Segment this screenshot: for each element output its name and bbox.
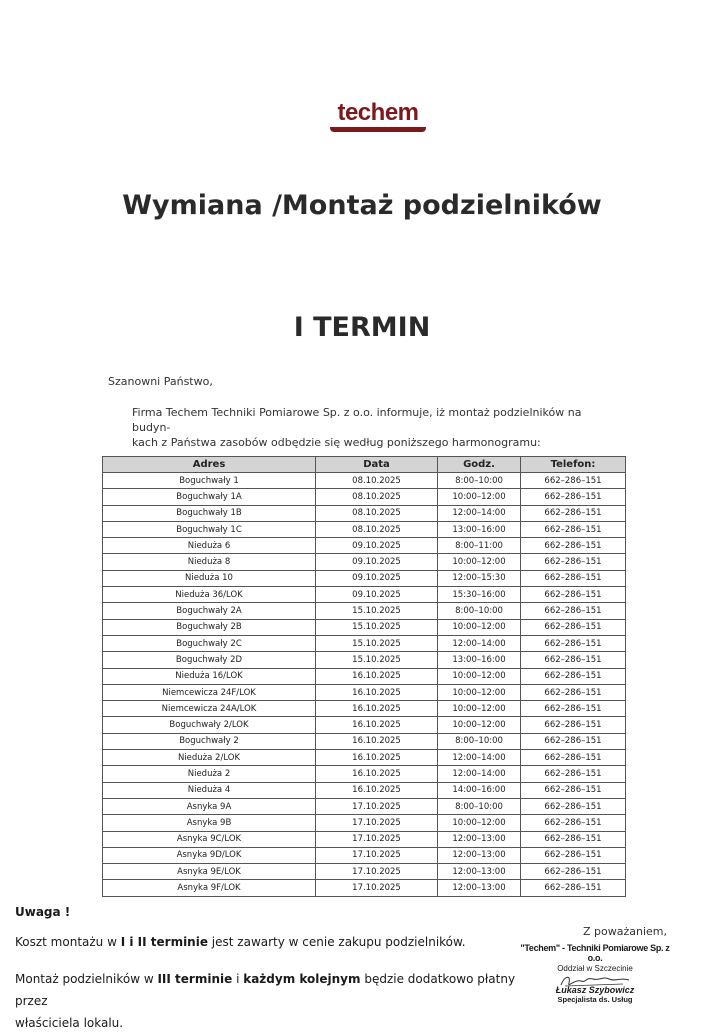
- cell-data: 17.10.2025: [316, 815, 438, 831]
- cell-godz: 12:00–14:00: [438, 750, 521, 766]
- cost-note-prefix: Koszt montażu w: [15, 935, 121, 949]
- cell-data: 15.10.2025: [316, 603, 438, 619]
- cell-data: 16.10.2025: [316, 701, 438, 717]
- table-row: [103, 782, 626, 798]
- cell-godz: 10:00–12:00: [438, 619, 521, 635]
- cell-adres: Asnyka 9F/LOK: [103, 880, 316, 896]
- header-data: Data: [316, 457, 438, 473]
- cell-adres: Niemcewicza 24F/LOK: [103, 684, 316, 700]
- cell-data: 16.10.2025: [316, 684, 438, 700]
- cell-data: 16.10.2025: [316, 733, 438, 749]
- greeting: Szanowni Państwo,: [108, 375, 213, 388]
- cell-adres: Boguchwały 1A: [103, 489, 316, 505]
- table-row: [103, 750, 626, 766]
- paid-installation-note: [15, 968, 535, 1034]
- cell-data: 09.10.2025: [316, 554, 438, 570]
- cell-godz: 10:00–12:00: [438, 668, 521, 684]
- cell-telefon: 662–286–151: [521, 782, 626, 798]
- cell-godz: 12:00–13:00: [438, 847, 521, 863]
- cell-adres: Nieduża 10: [103, 570, 316, 586]
- cell-data: 16.10.2025: [316, 766, 438, 782]
- cell-telefon: 662–286–151: [521, 684, 626, 700]
- cell-adres: Nieduża 4: [103, 782, 316, 798]
- cell-godz: 10:00–12:00: [438, 489, 521, 505]
- cell-telefon: 662–286–151: [521, 717, 626, 733]
- table-row: [103, 473, 626, 489]
- table-row: [103, 652, 626, 668]
- table-row: [103, 570, 626, 586]
- cell-adres: Nieduża 36/LOK: [103, 587, 316, 603]
- intro-line-2: kach z Państwa zasobów odbędzie się według poniższego harmonogramu:: [132, 436, 541, 449]
- cell-data: 09.10.2025: [316, 587, 438, 603]
- cell-godz: 8:00–10:00: [438, 798, 521, 814]
- cell-adres: Boguchwały 1: [103, 473, 316, 489]
- table-row: [103, 864, 626, 880]
- cell-godz: 8:00–10:00: [438, 473, 521, 489]
- stamp-name: Łukasz Szybowicz: [555, 985, 635, 995]
- cell-data: 15.10.2025: [316, 635, 438, 651]
- document-title: Wymiana /Montaż podzielników: [122, 190, 602, 221]
- paid-note-mid: i: [232, 972, 244, 986]
- techem-logo: [330, 100, 426, 132]
- cell-data: 16.10.2025: [316, 668, 438, 684]
- table-row: [103, 538, 626, 554]
- cell-godz: 10:00–12:00: [438, 684, 521, 700]
- cell-data: 09.10.2025: [316, 570, 438, 586]
- schedule-body: [103, 473, 626, 897]
- cell-adres: Niemcewicza 24A/LOK: [103, 701, 316, 717]
- cell-godz: 13:00–16:00: [438, 652, 521, 668]
- cell-adres: Asnyka 9B: [103, 815, 316, 831]
- cell-adres: Asnyka 9A: [103, 798, 316, 814]
- table-row: [103, 489, 626, 505]
- cell-telefon: 662–286–151: [521, 521, 626, 537]
- stamp-role: Specjalista ds. Usług: [557, 995, 633, 1004]
- cell-data: 08.10.2025: [316, 521, 438, 537]
- cell-adres: Nieduża 8: [103, 554, 316, 570]
- header-adres: Adres: [103, 457, 316, 473]
- cell-godz: 15:30–16:00: [438, 587, 521, 603]
- cell-telefon: 662–286–151: [521, 880, 626, 896]
- cell-data: 09.10.2025: [316, 538, 438, 554]
- cell-godz: 10:00–12:00: [438, 815, 521, 831]
- cell-telefon: 662–286–151: [521, 701, 626, 717]
- logo-underline: [330, 127, 426, 132]
- cell-data: 16.10.2025: [316, 717, 438, 733]
- cell-godz: 8:00–11:00: [438, 538, 521, 554]
- cell-godz: 12:00–15:30: [438, 570, 521, 586]
- table-header-row: [103, 457, 626, 473]
- cell-godz: 12:00–14:00: [438, 635, 521, 651]
- cell-telefon: 662–286–151: [521, 750, 626, 766]
- cell-adres: Boguchwały 2A: [103, 603, 316, 619]
- cell-data: 16.10.2025: [316, 750, 438, 766]
- cell-telefon: 662–286–151: [521, 766, 626, 782]
- cost-note: [15, 935, 466, 949]
- stamp-branch: Oddział w Szczecinie: [557, 964, 633, 973]
- cell-data: 17.10.2025: [316, 798, 438, 814]
- cell-telefon: 662–286–151: [521, 505, 626, 521]
- cell-telefon: 662–286–151: [521, 864, 626, 880]
- cell-adres: Asnyka 9C/LOK: [103, 831, 316, 847]
- cell-telefon: 662–286–151: [521, 815, 626, 831]
- cell-data: 15.10.2025: [316, 619, 438, 635]
- cell-adres: Asnyka 9D/LOK: [103, 847, 316, 863]
- cell-adres: Boguchwały 2: [103, 733, 316, 749]
- table-row: [103, 847, 626, 863]
- cell-godz: 8:00–10:00: [438, 733, 521, 749]
- cell-adres: Boguchwały 1B: [103, 505, 316, 521]
- cell-data: 08.10.2025: [316, 489, 438, 505]
- table-row: [103, 733, 626, 749]
- cell-godz: 10:00–12:00: [438, 554, 521, 570]
- paid-note-bold-2: każdym kolejnym: [243, 972, 361, 986]
- cell-telefon: 662–286–151: [521, 473, 626, 489]
- cell-adres: Boguchwały 2D: [103, 652, 316, 668]
- logo-wordmark: techem: [337, 99, 419, 126]
- table-row: [103, 815, 626, 831]
- cell-data: 17.10.2025: [316, 847, 438, 863]
- cell-telefon: 662–286–151: [521, 652, 626, 668]
- table-row: [103, 717, 626, 733]
- cell-telefon: 662–286–151: [521, 619, 626, 635]
- cell-data: 08.10.2025: [316, 505, 438, 521]
- table-row: [103, 521, 626, 537]
- schedule-table: [102, 456, 626, 897]
- cost-note-suffix: jest zawarty w cenie zakupu podzielników.: [207, 935, 466, 949]
- table-row: [103, 619, 626, 635]
- cell-data: 16.10.2025: [316, 782, 438, 798]
- cost-note-bold: I i II terminie: [120, 935, 208, 949]
- cell-data: 17.10.2025: [316, 831, 438, 847]
- table-row: [103, 880, 626, 896]
- notice-heading: Uwaga !: [15, 905, 71, 919]
- intro-line-1: Firma Techem Techniki Pomiarowe Sp. z o.o. informuje, iż montaż podzielników na budyn-: [132, 406, 582, 434]
- signature-block: [515, 925, 675, 1004]
- cell-telefon: 662–286–151: [521, 489, 626, 505]
- paid-note-prefix: Montaż podzielników w: [15, 972, 158, 986]
- intro-paragraph: [132, 405, 610, 450]
- cell-telefon: 662–286–151: [521, 668, 626, 684]
- table-row: [103, 831, 626, 847]
- cell-adres: Asnyka 9E/LOK: [103, 864, 316, 880]
- cell-telefon: 662–286–151: [521, 635, 626, 651]
- header-godz: Godz.: [438, 457, 521, 473]
- cell-telefon: 662–286–151: [521, 587, 626, 603]
- table-row: [103, 684, 626, 700]
- table-row: [103, 766, 626, 782]
- paid-note-bold-1: III terminie: [157, 972, 233, 986]
- cell-godz: 8:00–10:00: [438, 603, 521, 619]
- table-row: [103, 701, 626, 717]
- cell-godz: 12:00–13:00: [438, 880, 521, 896]
- cell-telefon: 662–286–151: [521, 554, 626, 570]
- cell-adres: Boguchwały 2B: [103, 619, 316, 635]
- table-row: [103, 798, 626, 814]
- cell-adres: Nieduża 2: [103, 766, 316, 782]
- paid-note-line-2: właściciela lokalu.: [15, 1016, 124, 1030]
- cell-godz: 12:00–14:00: [438, 505, 521, 521]
- cell-adres: Boguchwały 2C: [103, 635, 316, 651]
- regards: Z poważaniem,: [582, 925, 667, 938]
- cell-telefon: 662–286–151: [521, 538, 626, 554]
- cell-godz: 12:00–14:00: [438, 766, 521, 782]
- table-row: [103, 635, 626, 651]
- cell-godz: 12:00–13:00: [438, 831, 521, 847]
- paid-note-suffix: będzie dodatkowo płatny przez: [15, 972, 516, 1008]
- cell-adres: Boguchwały 1C: [103, 521, 316, 537]
- termin-heading: I TERMIN: [293, 312, 431, 343]
- cell-adres: Boguchwały 2/LOK: [103, 717, 316, 733]
- cell-telefon: 662–286–151: [521, 603, 626, 619]
- table-row: [103, 603, 626, 619]
- cell-godz: 10:00–12:00: [438, 701, 521, 717]
- cell-telefon: 662–286–151: [521, 798, 626, 814]
- cell-data: 15.10.2025: [316, 652, 438, 668]
- cell-adres: Nieduża 16/LOK: [103, 668, 316, 684]
- table-row: [103, 505, 626, 521]
- cell-godz: 14:00–16:00: [438, 782, 521, 798]
- table-row: [103, 587, 626, 603]
- table-row: [103, 668, 626, 684]
- cell-adres: Nieduża 6: [103, 538, 316, 554]
- cell-godz: 13:00–16:00: [438, 521, 521, 537]
- cell-godz: 12:00–13:00: [438, 864, 521, 880]
- cell-telefon: 662–286–151: [521, 733, 626, 749]
- cell-data: 08.10.2025: [316, 473, 438, 489]
- cell-telefon: 662–286–151: [521, 831, 626, 847]
- table-row: [103, 554, 626, 570]
- cell-data: 17.10.2025: [316, 864, 438, 880]
- cell-godz: 10:00–12:00: [438, 717, 521, 733]
- header-telefon: Telefon:: [521, 457, 626, 473]
- cell-telefon: 662–286–151: [521, 847, 626, 863]
- stamp-company: "Techem" - Techniki Pomiarowe Sp. z o.o.: [520, 943, 670, 963]
- cell-telefon: 662–286–151: [521, 570, 626, 586]
- cell-data: 17.10.2025: [316, 880, 438, 896]
- cell-adres: Nieduża 2/LOK: [103, 750, 316, 766]
